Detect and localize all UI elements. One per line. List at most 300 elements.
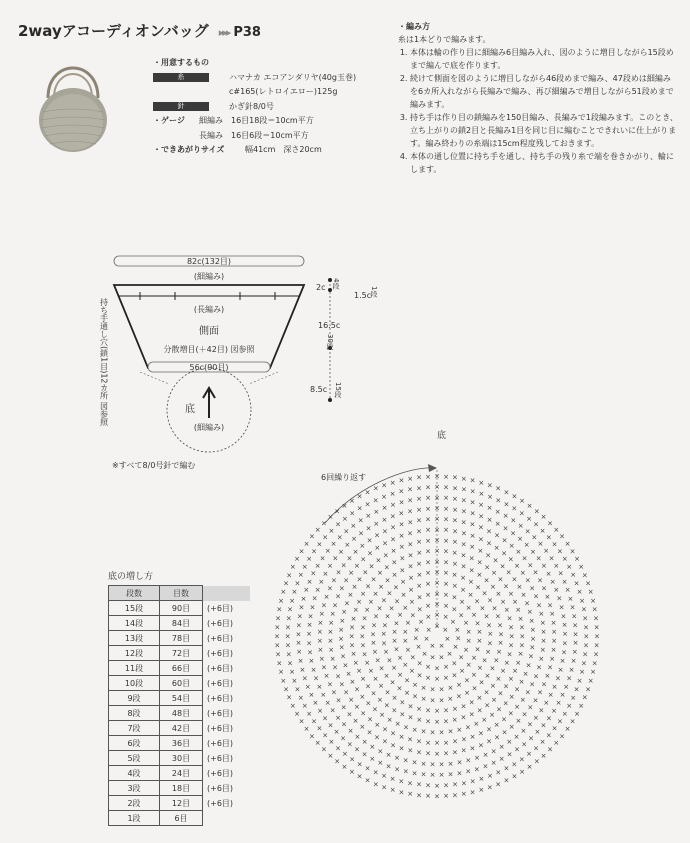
stitch-mark: × xyxy=(399,566,406,575)
stitch-mark: × xyxy=(434,504,440,513)
stitch-mark: × xyxy=(506,750,513,759)
stitch-mark: × xyxy=(353,703,360,711)
title-text: 2wayアコーディオンバッグ xyxy=(18,22,209,40)
stitch-mark: × xyxy=(571,612,578,621)
instruction-step: 1. 本体は輪の作り目に細編み6目編み入れ、図のように増目しながら15段めまで編んで底を作ります。 xyxy=(410,46,678,72)
dim-top-cm: 2c xyxy=(316,283,326,292)
stitch-mark: × xyxy=(443,601,449,610)
stitch-mark: × xyxy=(590,596,596,605)
stitch-mark: × xyxy=(526,514,533,523)
stitch-mark: × xyxy=(398,543,405,552)
stitch-mark: × xyxy=(393,645,400,654)
stitch-mark: × xyxy=(357,516,364,525)
stitch-mark: × xyxy=(541,680,548,689)
stitch-mark: × xyxy=(352,658,359,667)
stitch-mark: × xyxy=(365,582,371,591)
stitch-mark: × xyxy=(561,577,568,586)
stitch-mark: × xyxy=(489,711,495,720)
stitch-mark: × xyxy=(494,519,501,528)
stitch-mark: × xyxy=(593,650,599,659)
gauge-label: ・ゲージ xyxy=(153,116,185,125)
stitch-mark: × xyxy=(407,474,414,483)
finished-size: 幅41cm 深さ20cm xyxy=(245,145,322,154)
stitch-mark: × xyxy=(354,732,361,741)
stitch-mark: × xyxy=(425,792,431,801)
stitch-mark: × xyxy=(465,637,472,646)
stitch-mark: × xyxy=(327,637,334,645)
stitch-mark: × xyxy=(407,518,414,527)
stitch-mark: × xyxy=(320,601,327,610)
stitch-mark: × xyxy=(553,586,560,595)
stitch-mark: × xyxy=(371,621,377,630)
table-row xyxy=(109,796,250,811)
stitch-mark: × xyxy=(407,540,414,549)
stitch-mark: × xyxy=(503,500,510,509)
stitch-mark: × xyxy=(381,783,388,792)
stitch-mark: × xyxy=(341,608,348,616)
stitch-mark: × xyxy=(460,474,467,483)
stitch-mark: × xyxy=(434,675,440,684)
stitch-mark: × xyxy=(425,579,431,588)
stitch-mark: × xyxy=(576,588,583,597)
row-label: 1段 xyxy=(109,811,160,826)
stitch-mark: × xyxy=(316,724,323,733)
stitch-mark: × xyxy=(454,625,461,634)
stitch-mark: × xyxy=(460,551,467,560)
stitch-mark: × xyxy=(521,710,528,719)
stitch-mark: × xyxy=(399,710,406,719)
stitch-mark: × xyxy=(443,515,449,524)
stitch-mark: × xyxy=(477,535,484,544)
stitch-mark: × xyxy=(508,641,515,650)
stitch-mark: × xyxy=(486,515,493,524)
stitch-mark: × xyxy=(517,650,524,659)
stitch-mark: × xyxy=(469,476,476,485)
stitch-mark: × xyxy=(381,527,388,536)
stitch-mark: × xyxy=(341,514,348,523)
stitch-mark: × xyxy=(416,549,423,557)
size-label: ・できあがりサイズ xyxy=(153,145,225,154)
stitch-mark: × xyxy=(579,668,585,677)
yarn-tag: 糸 xyxy=(153,73,209,82)
stitch-mark: × xyxy=(434,707,440,716)
stitch-mark: × xyxy=(443,781,449,790)
stitch-mark: × xyxy=(429,685,436,694)
stitch-mark: × xyxy=(284,623,291,632)
stitch-mark: × xyxy=(317,619,324,627)
stitch-mark: × xyxy=(396,684,403,693)
stitch-mark: × xyxy=(442,590,449,599)
stitch-mark: × xyxy=(514,562,521,570)
stitch-mark: × xyxy=(553,561,560,570)
stitch-mark: × xyxy=(522,669,529,678)
stitch-mark: × xyxy=(383,701,390,710)
stitch-mark: × xyxy=(443,579,449,588)
stitch-mark: × xyxy=(574,709,580,718)
stitch-mark: × xyxy=(429,760,436,769)
stitch-mark: × xyxy=(514,685,520,694)
stitch-mark: × xyxy=(340,652,347,661)
stitch-mark: × xyxy=(540,562,547,571)
stitch-mark: × xyxy=(372,496,379,505)
stitch-mark: × xyxy=(297,571,304,580)
row-label: 4段 xyxy=(109,766,160,781)
stitch-mark: × xyxy=(330,540,337,549)
stitch-mark: × xyxy=(416,791,423,800)
stitch-mark: × xyxy=(443,558,449,567)
stitch-mark: × xyxy=(523,541,530,550)
stitch-mark: × xyxy=(434,579,440,588)
stitch-mark: × xyxy=(382,725,388,734)
stitch-mark: × xyxy=(465,627,472,636)
stitch-mark: × xyxy=(425,472,431,481)
stitch-mark: × xyxy=(465,604,472,612)
stitch-mark: × xyxy=(434,568,440,577)
stitch-mark: × xyxy=(338,584,345,593)
stitch-mark: × xyxy=(566,701,573,710)
stitch-mark: × xyxy=(374,656,381,665)
stitch-mark: × xyxy=(330,576,337,585)
stitch-mark: × xyxy=(376,569,383,578)
stitch-mark: × xyxy=(367,597,374,606)
stitch-mark: × xyxy=(297,693,304,702)
needle-tag: 針 xyxy=(153,102,209,111)
stitch-mark: × xyxy=(570,693,577,702)
instruction-step: 2. 続けて側面を図のように増目しながら46段めまで編み、47段めは細編みを6カ所入れながら長編みで編み、再び細編みで増目しながら51段めまで編みます。 xyxy=(410,72,678,111)
stitch-mark: × xyxy=(561,555,568,564)
stitch-mark: × xyxy=(516,583,523,592)
stitch-mark: × xyxy=(471,653,477,662)
stitch-mark: × xyxy=(551,540,558,549)
stitch-mark: × xyxy=(449,618,456,627)
yarn-color: c#165(レトロイエロー)125g xyxy=(229,87,338,96)
stitch-mark: × xyxy=(407,702,414,711)
stitch-mark: × xyxy=(367,549,373,558)
row-increase: (+6目) xyxy=(207,648,234,658)
stitch-mark: × xyxy=(551,724,558,733)
stitch-mark: × xyxy=(491,695,498,704)
stitch-mark: × xyxy=(494,507,501,516)
stitch-mark: × xyxy=(278,596,284,605)
stitch-mark: × xyxy=(476,664,483,673)
table-row xyxy=(109,706,250,721)
stitch-mark: × xyxy=(452,780,458,789)
stitch-mark: × xyxy=(443,504,449,513)
instruction-step: 3. 持ち手は作り目の鎖編みを150目編み、長編みで1段編みます。このとき、立ち上がりの鎖2目と長編み1目を同じ目に編むことできれいに仕上がります。編み終わりの糸端は15cm程度残しておきます。 xyxy=(410,111,678,150)
stitch-mark: × xyxy=(550,646,557,654)
stitch-mark: × xyxy=(456,758,463,767)
stitch-mark: × xyxy=(580,659,587,668)
stitch-mark: × xyxy=(391,571,398,580)
stitch-mark: × xyxy=(382,539,388,548)
stitch-mark: × xyxy=(425,706,431,715)
stitch-mark: × xyxy=(384,612,391,621)
stitch-mark: × xyxy=(360,555,367,564)
stitch-mark: × xyxy=(487,492,493,501)
stitch-mark: × xyxy=(526,608,533,616)
stitch-mark: × xyxy=(416,659,423,668)
stitch-mark: × xyxy=(311,594,318,603)
stitch-mark: × xyxy=(351,535,357,544)
stitch-mark: × xyxy=(340,734,346,743)
stitch-mark: × xyxy=(319,554,326,563)
stitch-mark: × xyxy=(421,649,428,658)
stitch-mark: × xyxy=(500,597,507,606)
stitch-mark: × xyxy=(452,737,458,746)
stitch-mark: × xyxy=(495,674,502,683)
stitch-mark: × xyxy=(568,665,575,674)
stitch-mark: × xyxy=(451,473,458,482)
stitch-mark: × xyxy=(490,747,497,756)
stitch-mark: × xyxy=(340,561,347,570)
stitch-mark: × xyxy=(529,643,536,652)
stitch-mark: × xyxy=(327,721,334,730)
stitch-mark: × xyxy=(327,562,334,571)
table-row xyxy=(109,601,250,616)
stitch-mark: × xyxy=(409,611,416,620)
stitch-mark: × xyxy=(335,672,341,681)
stitch-mark: × xyxy=(476,706,483,715)
stitch-mark: × xyxy=(386,656,393,665)
stitch-mark: × xyxy=(551,707,557,715)
stitch-mark: × xyxy=(559,732,566,741)
stitch-mark: × xyxy=(540,751,547,760)
stitch-mark: × xyxy=(500,667,507,676)
stitch-mark: × xyxy=(361,738,368,747)
stitch-mark: × xyxy=(451,748,458,757)
stitch-mark: × xyxy=(394,754,400,763)
stitch-mark: × xyxy=(373,507,380,516)
stitch-mark: × xyxy=(423,634,430,643)
row-stitches: 36目 xyxy=(160,736,203,751)
stitch-mark: × xyxy=(393,619,400,628)
stitch-mark: × xyxy=(508,692,515,701)
stitch-mark: × xyxy=(524,576,531,585)
stitch-mark: × xyxy=(540,721,547,730)
stitch-mark: × xyxy=(533,520,539,529)
stitch-mark: × xyxy=(447,727,454,736)
stitch-mark: × xyxy=(476,571,483,580)
stitch-mark: × xyxy=(518,641,525,650)
stitch-mark: × xyxy=(451,659,458,668)
stitch-mark: × xyxy=(349,641,356,650)
stitch-mark: × xyxy=(328,526,335,535)
stitch-mark: × xyxy=(511,575,518,584)
stitch-mark: × xyxy=(364,488,371,497)
table-row xyxy=(109,781,250,796)
stitch-mark: × xyxy=(376,604,383,613)
stitch-mark: × xyxy=(482,751,489,759)
stitch-mark: × xyxy=(537,576,544,585)
stitch-mark: × xyxy=(333,728,340,737)
stitch-mark: × xyxy=(547,601,554,610)
stitch-mark: × xyxy=(527,652,534,661)
stitch-mark: × xyxy=(356,492,363,501)
row-increase xyxy=(203,811,250,826)
stitch-mark: × xyxy=(556,594,563,603)
stitch-mark: × xyxy=(487,596,494,605)
stitch-mark: × xyxy=(553,525,560,534)
stitch-mark: × xyxy=(455,634,462,643)
stitch-mark: × xyxy=(376,695,383,704)
stitch-mark: × xyxy=(381,481,388,490)
stitch-mark: × xyxy=(400,591,407,599)
stitch-mark: × xyxy=(425,526,431,535)
stitch-mark: × xyxy=(408,667,415,675)
stitch-mark: × xyxy=(434,515,440,524)
stitch-mark: × xyxy=(381,492,387,501)
stitch-mark: × xyxy=(407,551,414,560)
stitch-mark: × xyxy=(390,741,397,750)
stitch-mark: × xyxy=(328,619,335,627)
stitch-mark: × xyxy=(407,713,414,722)
stitch-mark: × xyxy=(404,689,410,697)
stitch-mark: × xyxy=(583,632,590,641)
stitch-mark: × xyxy=(460,735,467,744)
stitch-mark: × xyxy=(529,625,536,634)
stitch-mark: × xyxy=(469,744,476,753)
row-stitches: 84目 xyxy=(160,616,203,631)
stitch-mark: × xyxy=(518,623,525,632)
row-increase: (+6目) xyxy=(207,798,234,808)
stitch-mark: × xyxy=(291,588,298,597)
stitch-mark: × xyxy=(556,547,563,556)
stitch-mark: × xyxy=(460,702,467,711)
stitch-mark: × xyxy=(503,659,510,667)
stitch-mark: × xyxy=(383,648,389,657)
stitch-mark: × xyxy=(349,623,356,632)
stitch-mark: × xyxy=(486,725,492,734)
stitch-mark: × xyxy=(469,531,476,540)
stitch-mark: × xyxy=(545,533,552,542)
stitch-mark: × xyxy=(378,583,385,591)
stitch-mark: × xyxy=(329,610,336,618)
stitch-mark: × xyxy=(533,592,539,601)
stitch-mark: × xyxy=(508,723,515,731)
needle-size: かぎ針8/0号 xyxy=(229,101,274,111)
base-stitch-label: (細編み) xyxy=(193,423,225,432)
stitch-mark: × xyxy=(287,659,294,668)
stitch-mark: × xyxy=(520,591,527,600)
stitch-mark: × xyxy=(339,616,346,625)
stitch-mark: × xyxy=(338,643,345,652)
stitch-mark: × xyxy=(362,568,369,577)
stitch-mark: × xyxy=(364,606,371,614)
stitch-mark: × xyxy=(443,526,449,535)
stitch-mark: × xyxy=(475,583,482,592)
stitch-mark: × xyxy=(407,790,414,799)
stitch-mark: × xyxy=(524,599,531,608)
stitch-mark: × xyxy=(451,593,458,602)
stitch-mark: × xyxy=(323,592,330,601)
row-increase: (+6目) xyxy=(207,663,234,673)
stitch-mark: × xyxy=(383,671,390,680)
stitch-mark: × xyxy=(377,759,384,768)
stitch-mark: × xyxy=(502,524,509,533)
stitch-mark: × xyxy=(389,786,396,795)
stitch-mark: × xyxy=(503,776,510,785)
stitch-mark: × xyxy=(398,788,405,797)
row-increase: (+6目) xyxy=(207,738,234,748)
stitch-mark: × xyxy=(416,780,422,789)
stitch-mark: × xyxy=(478,512,485,521)
stitch-mark: × xyxy=(402,637,409,646)
stitch-mark: × xyxy=(289,596,295,605)
stitch-mark: × xyxy=(434,536,440,545)
stitch-mark: × xyxy=(341,720,348,729)
stitch-mark: × xyxy=(356,667,362,676)
stitch-mark: × xyxy=(367,715,373,724)
stitch-mark: × xyxy=(572,639,579,648)
stitch-mark: × xyxy=(295,621,302,630)
stitch-mark: × xyxy=(496,648,503,656)
stitch-mark: × xyxy=(306,555,313,564)
stitch-mark: × xyxy=(370,630,376,639)
stitch-mark: × xyxy=(510,529,516,538)
stitch-mark: × xyxy=(425,674,432,683)
stitch-mark: × xyxy=(314,586,321,595)
stitch-mark: × xyxy=(389,678,396,687)
stitch-mark: × xyxy=(390,546,397,555)
stitch-mark: × xyxy=(308,532,315,541)
stitch-mark: × xyxy=(370,689,377,698)
stitch-mark: × xyxy=(549,610,556,619)
stitch-mark: × xyxy=(416,473,423,482)
stitch-mark: × xyxy=(456,725,463,734)
table-row xyxy=(109,751,250,766)
stitch-mark: × xyxy=(397,611,403,620)
row-increase: (+6目) xyxy=(207,678,234,688)
arrow-up-icon xyxy=(203,388,215,418)
stitch-mark: × xyxy=(478,775,485,784)
stitch-mark: × xyxy=(341,750,348,759)
stitch-mark: × xyxy=(365,524,372,533)
stitch-mark: × xyxy=(507,555,514,564)
stitch-mark: × xyxy=(487,630,494,639)
stitch-mark: × xyxy=(327,751,334,760)
stitch-mark: × xyxy=(359,623,366,632)
stitch-mark: × xyxy=(505,568,512,577)
stitch-mark: × xyxy=(464,689,470,697)
stitch-mark: × xyxy=(486,539,492,548)
stitch-mark: × xyxy=(323,672,330,681)
row-stitches: 42目 xyxy=(160,721,203,736)
stitch-mark: × xyxy=(533,744,539,753)
row-stitches: 48目 xyxy=(160,706,203,721)
stitch-mark: × xyxy=(338,625,345,634)
stitch-mark: × xyxy=(538,655,545,663)
stitch-mark: × xyxy=(416,582,423,591)
stitch-mark: × xyxy=(359,692,366,701)
stitch-mark: × xyxy=(444,634,451,643)
stitch-mark: × xyxy=(366,536,373,545)
stitch-mark: × xyxy=(348,695,355,704)
stitch-mark: × xyxy=(452,484,458,493)
stitch-mark: × xyxy=(501,715,507,724)
stitch-mark: × xyxy=(434,664,440,673)
stitch-mark: × xyxy=(529,680,536,689)
stitch-mark: × xyxy=(517,535,523,544)
stitch-mark: × xyxy=(460,485,467,494)
stitch-mark: × xyxy=(545,714,552,723)
stitch-mark: × xyxy=(361,750,368,759)
stitch-mark: × xyxy=(365,682,371,691)
stitch-mark: × xyxy=(398,498,405,507)
stitch-mark: × xyxy=(329,655,336,663)
stitch-mark: × xyxy=(451,516,458,525)
stitch-mark: × xyxy=(443,792,449,801)
stitch-rings xyxy=(274,473,600,801)
